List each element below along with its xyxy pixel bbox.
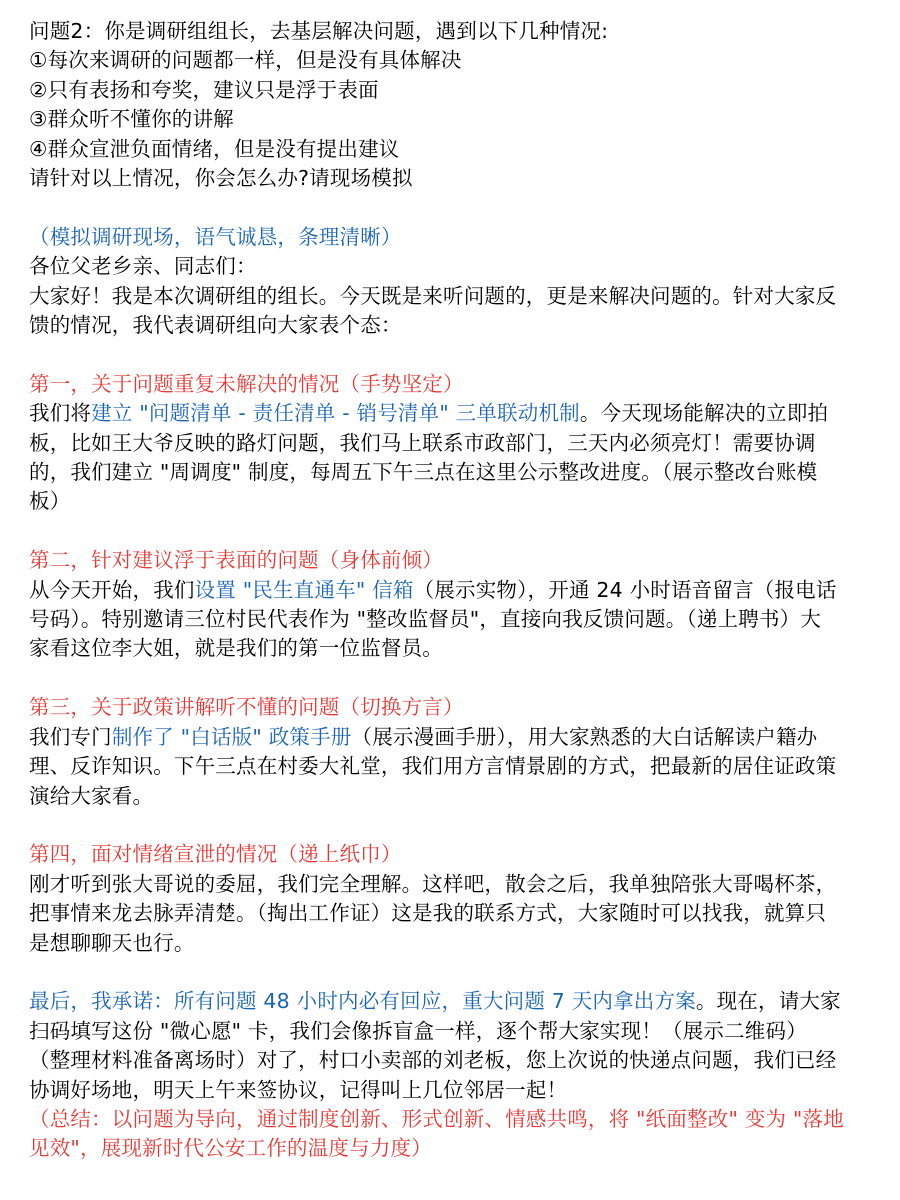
section-heading: 第三，关于政策讲解听不懂的问题（切换方言） <box>29 695 464 720</box>
summary-line-1: （总结：以问题为导向，通过制度创新、形式创新、情感共鸣，将 "纸面整改" 变为 "落地 <box>29 1106 844 1131</box>
text-span: （展示漫画手册），用大家熟悉的大白话解读户籍办 <box>351 724 818 749</box>
text-span: 我们专门 <box>29 724 112 749</box>
spacer <box>29 811 878 840</box>
section-heading: 第二，针对建议浮于表面的问题（身体前倾） <box>29 548 443 573</box>
spacer <box>29 340 878 369</box>
section-fourth <box>29 840 878 958</box>
summary-line-2: 见效"，展现新时代公安工作的温度与力度） <box>29 1136 432 1161</box>
section-line-3: 演给大家看。 <box>29 783 154 808</box>
text-span: 我们将 <box>29 401 92 426</box>
spacer <box>29 958 878 987</box>
closing-line-2: 扫码填写这份 "微心愿" 卡，我们会像拆盲盒一样，逐个帮大家实现！（展示二维码） <box>29 1018 807 1043</box>
section-line-1 <box>29 399 878 428</box>
section-first <box>29 370 878 517</box>
highlight-span: 制作了 "白话版" 政策手册 <box>111 724 352 749</box>
section-line-1: 刚才听到张大哥说的委屈，我们完全理解。这样吧，散会之后，我单独陪张大哥喝杯茶， <box>29 871 837 896</box>
text-span: （展示实物），开通 24 小时语音留言（报电话 <box>413 577 837 602</box>
section-line-1 <box>29 723 878 752</box>
situation-1: ①每次来调研的问题都一样，但是没有具体解决 <box>29 48 462 73</box>
section-line-3: 的，我们建立 "周调度" 制度，每周五下午三点在这里公示整改进度。（展示整改台账模 <box>29 460 818 485</box>
spacer <box>29 193 878 222</box>
section-line-1 <box>29 576 878 605</box>
closing-line-1 <box>29 987 878 1016</box>
question-block <box>29 17 878 193</box>
question-prompt: 请针对以上情况，你会怎么办?请现场模拟 <box>29 166 413 191</box>
question-title: 问题2：你是调研组组长，去基层解决问题，遇到以下几种情况: <box>29 19 609 43</box>
situation-2: ②只有表扬和夸奖，建议只是浮于表面 <box>29 77 379 102</box>
intro-block <box>29 223 878 341</box>
intro-line-1: 大家好！我是本次调研组的组长。今天既是来听问题的，更是来解决问题的。针对大家反 <box>29 283 837 308</box>
promise-span: 最后，我承诺：所有问题 48 小时内必有回应，重大问题 7 天内拿出方案 <box>29 989 696 1014</box>
spacer <box>29 664 878 693</box>
situation-4: ④群众宣泄负面情绪，但是没有提出建议 <box>29 136 400 161</box>
text-span: 。现在，请大家 <box>695 989 841 1014</box>
section-line-3: 是想聊聊天也行。 <box>29 930 195 955</box>
closing-line-4: 协调好场地，明天上午来签协议，记得叫上几位邻居一起！ <box>29 1077 568 1102</box>
situation-3: ③群众听不懂你的讲解 <box>29 107 234 132</box>
section-line-2: 理、反诈知识。下午三点在村委大礼堂，我们用方言情景剧的方式，把最新的居住证政策 <box>29 754 837 779</box>
text-span: 。今天现场能解决的立即拍 <box>579 401 829 426</box>
highlight-span: 设置 "民生直通车" 信箱 <box>194 577 414 602</box>
intro-note: （模拟调研现场，语气诚恳，条理清晰） <box>29 224 402 249</box>
section-second <box>29 546 878 664</box>
section-heading: 第一，关于问题重复未解决的情况（手势坚定） <box>29 371 464 396</box>
intro-line-2: 馈的情况，我代表调研组向大家表个态： <box>29 313 402 338</box>
closing-block <box>29 987 878 1163</box>
closing-line-3: （整理材料准备离场时）对了，村口小卖部的刘老板，您上次说的快递点问题，我们已经 <box>29 1048 837 1073</box>
highlight-span: 建立 "问题清单 - 责任清单 - 销号清单" 三单联动机制 <box>91 401 580 426</box>
text-span: 从今天开始，我们 <box>29 577 195 602</box>
section-line-2: 号码）。特别邀请三位村民代表作为 "整改监督员"，直接向我反馈问题。（递上聘书）大 <box>29 607 822 632</box>
section-line-3: 家看这位李大姐，就是我们的第一位监督员。 <box>29 636 443 661</box>
section-third <box>29 693 878 811</box>
intro-greeting: 各位父老乡亲、同志们： <box>29 254 257 279</box>
section-line-2: 把事情来龙去脉弄清楚。（掏出工作证）这是我的联系方式，大家随时可以找我，就算只 <box>29 901 827 926</box>
section-heading: 第四，面对情绪宣泄的情况（递上纸巾） <box>29 842 402 867</box>
section-line-4: 板） <box>29 489 71 514</box>
section-line-2: 板，比如王大爷反映的路灯问题，我们马上联系市政部门，三天内必须亮灯！需要协调 <box>29 430 816 455</box>
spacer <box>29 517 878 546</box>
